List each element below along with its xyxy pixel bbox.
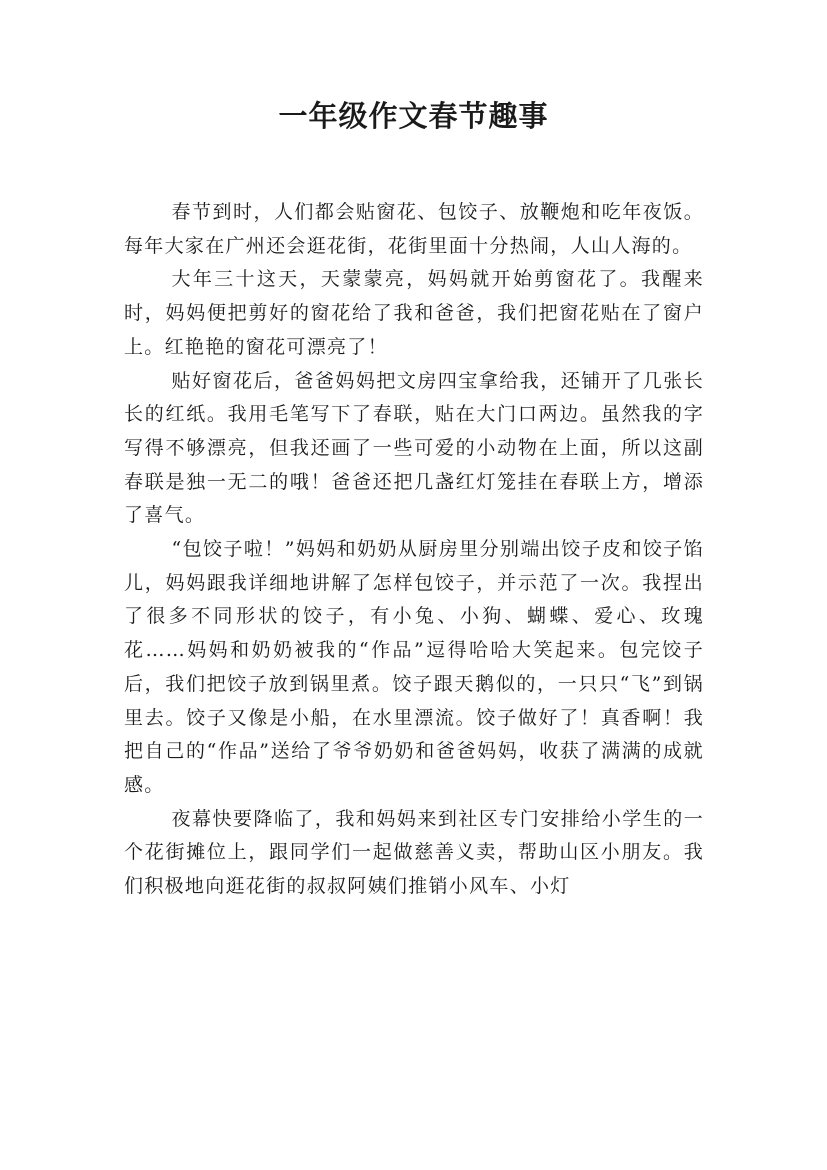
paragraph-5: 夜幕快要降临了，我和妈妈来到社区专门安排给小学生的一个花街摊位上，跟同学们一起做慈善义卖，帮助山区小朋友。我们积极地向逛花街的叔叔阿姨们推销小风车、小灯 bbox=[124, 807, 704, 898]
paragraph-3: 贴好窗花后，爸爸妈妈把文房四宝拿给我，还铺开了几张长长的红纸。我用毛笔写下了春联，贴在大门口两边。虽然我的字写得不够漂亮，但我还画了一些可爱的小动物在上面，所以这副春联是独一无二的哦！爸爸还把几盏红灯笼挂在春联上方，增添了喜气。 bbox=[124, 369, 704, 527]
paragraph-1: 春节到时，人们都会贴窗花、包饺子、放鞭炮和吃年夜饭。每年大家在广州还会逛花街，花街里面十分热闹，人山人海的。 bbox=[124, 201, 704, 257]
paragraph-4: “包饺子啦！”妈妈和奶奶从厨房里分别端出饺子皮和饺子馅儿，妈妈跟我详细地讲解了怎样包饺子，并示范了一次。我捏出了很多不同形状的饺子，有小兔、小狗、蝴蝶、爱心、玫瑰花……妈妈和奶奶被我的“作品”逗得哈哈大笑起来。包完饺子后，我们把饺子放到锅里煮。饺子跟天鹅似的，一只只“飞”到锅里去。饺子又像是小船，在水里漂流。饺子做好了！真香啊！我把自己的“作品”送给了爷爷奶奶和爸爸妈妈，收获了满满的成就感。 bbox=[124, 538, 704, 796]
document-body bbox=[124, 196, 704, 904]
paragraph-2: 大年三十这天，天蒙蒙亮，妈妈就开始剪窗花了。我醒来时，妈妈便把剪好的窗花给了我和爸爸，我们把窗花贴在了窗户上。红艳艳的窗花可漂亮了！ bbox=[124, 268, 704, 358]
document-title: 一年级作文春节趣事 bbox=[278, 99, 549, 133]
